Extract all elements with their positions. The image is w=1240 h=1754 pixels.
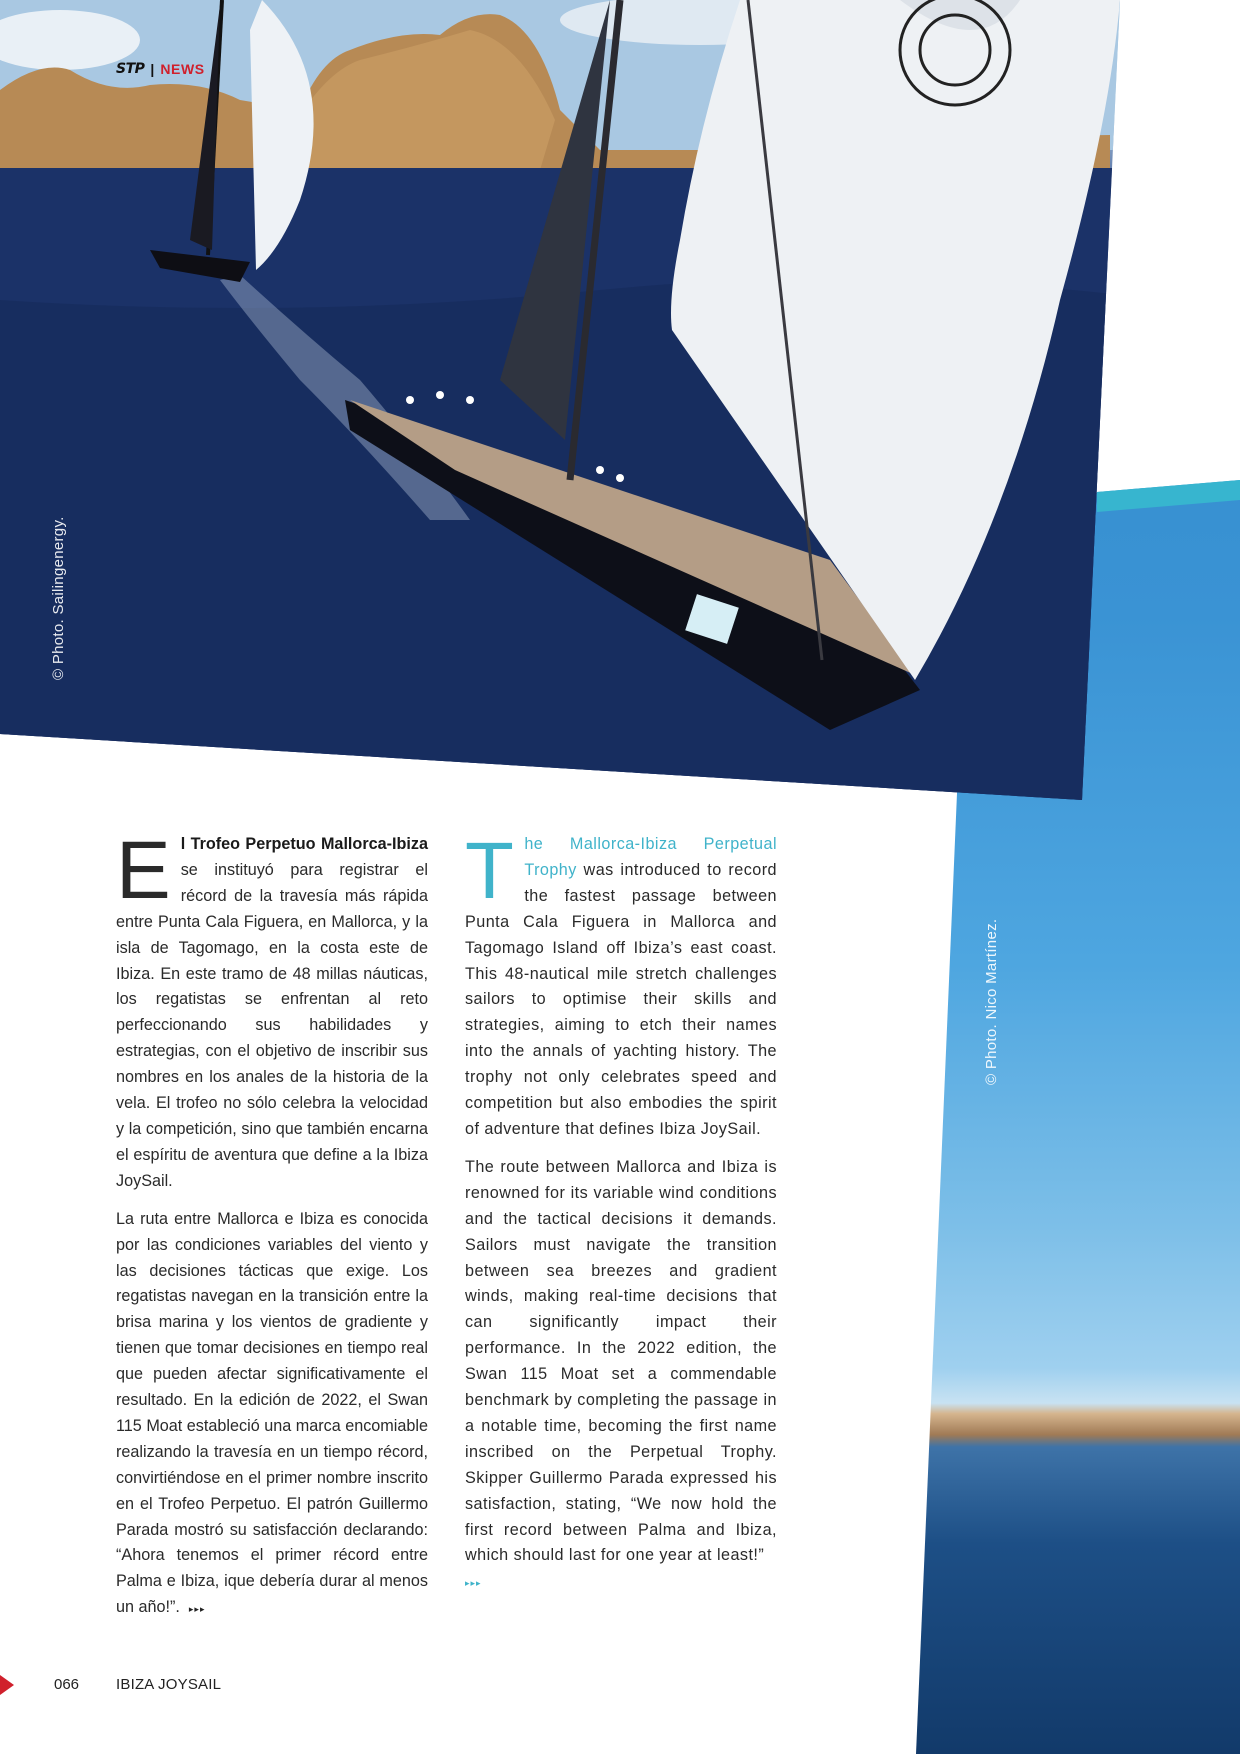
paragraph-text: was introduced to record the fastest passage between Punta Cala Figuera in Mallorca and Tagomago Island off Ibiza’s east coast. This 48-nautical mile stretch challenges sailors to optimise their skills and strategies, aiming to etch their names into the annals of yachting history. The trophy not only celebrates speed and competition but also embodies the spirit of adventure that defines Ibiza JoySail.: [465, 860, 777, 1138]
drop-cap: E: [116, 825, 171, 916]
paragraph-text: La ruta entre Mallorca e Ibiza es conocida por las condiciones variables del viento y las decisiones tácticas que exige. Los regatistas navegan en la transición entre la brisa marina y los vientos de gradiente y tienen que tomar decisiones en tiempo real que pueden afectar significativamente el resultado. En la edición de 2022, el Swan 115 Moat estableció una marca encomiable realizando la travesía en un tiempo récord, convirtiéndose en el primer nombre inscrito en el Trofeo Perpetuo. El patrón Guillermo Parada mostró su satisfacción declarando: “Ahora tenemos el primer récord entre Palma e Ibiza, ique debería durar al menos un año!”.: [116, 1209, 428, 1617]
article-paragraph: [465, 1155, 777, 1597]
crew-member: [436, 391, 444, 399]
article-column-spanish: [116, 825, 428, 1635]
paragraph-text: se instituyó para registrar el récord de la travesía más rápida entre Punta Cala Figuera, en Mallorca, y la isla de Tagomago, en la costa este de Ibiza. En este tramo de 48 millas náuticas, los regatistas se enfrentan al reto perfeccionando sus habilidades y estrategias, con el objetivo de inscribir sus nombres en los anales de la historia de la vela. El trofeo no sólo celebra la velocidad y la competición, sino que también encarna el espíritu de aventura que define a la Ibiza JoySail.: [116, 860, 428, 1190]
crew-member: [406, 396, 414, 404]
continue-arrows-icon: ▸▸▸: [188, 1604, 206, 1615]
article-paragraph: [465, 826, 777, 1143]
masthead-separator: |: [150, 61, 155, 77]
publication-name: IBIZA JOYSAIL: [116, 1676, 222, 1693]
folio-triangle-icon: [0, 1675, 14, 1695]
lead-in: he Mallorca-Ibiza Perpetual Trophy: [524, 835, 777, 879]
drop-cap: T: [465, 826, 515, 915]
article-column-english: [465, 826, 777, 1609]
article-paragraph: [116, 825, 428, 1195]
crew-member: [466, 396, 474, 404]
section-label: NEWS: [160, 61, 205, 77]
page-number: 066: [54, 1676, 80, 1693]
article-paragraph: [116, 1207, 428, 1624]
paragraph-text: The route between Mallorca and Ibiza is renowned for its variable wind conditions and the tactical decisions it demands. Sailors must navigate the transition between sea breezes and gradient winds, making real-time decisions that can significantly impact their performance. In the 2022 edition, the Swan 115 Moat set a commendable benchmark by completing the passage in a notable time, becoming the first name inscribed on the Perpetual Trophy. Skipper Guillermo Parada expressed his satisfaction, stating, “We now hold the first record between Palma and Ibiza, which should last for one year at least!”: [465, 1157, 777, 1565]
photo-credit-right: © Photo. Nico Martínez.: [983, 918, 1000, 1085]
photo-credit-top: © Photo. Sailingenergy.: [50, 516, 67, 680]
publication-logo: STP: [116, 61, 145, 77]
crew-member: [596, 466, 604, 474]
continue-arrows-icon: ▸▸▸: [465, 1578, 482, 1589]
crew-member: [616, 474, 624, 482]
lead-in: l Trofeo Perpetuo Mallorca-Ibiza: [180, 835, 428, 853]
yacht-scene-illustration: [0, 0, 1240, 800]
masthead: [116, 62, 205, 76]
